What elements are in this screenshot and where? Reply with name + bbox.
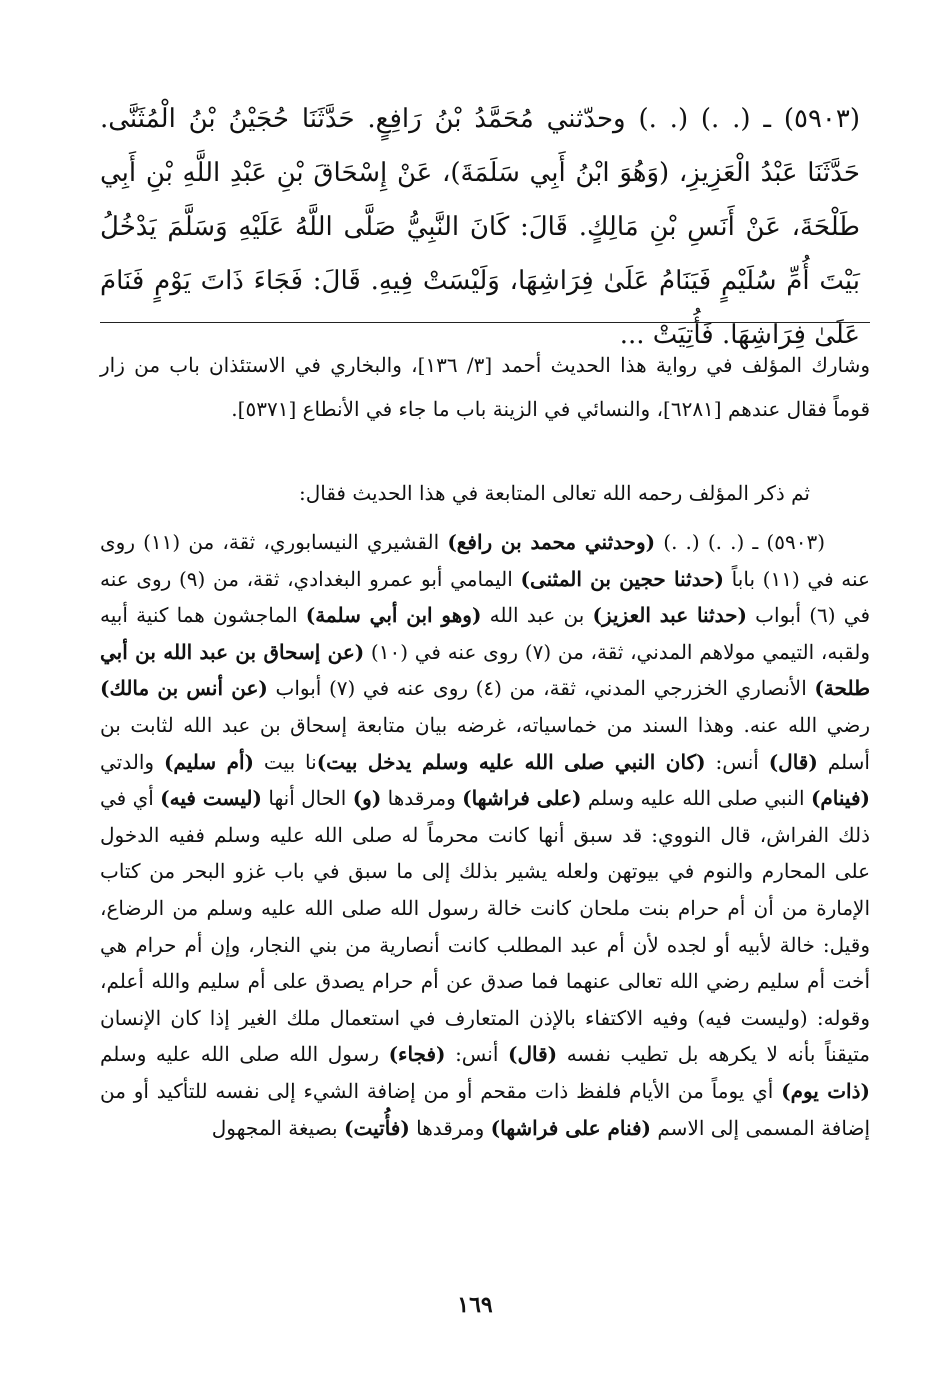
quoted-text: (على فراشها) — [462, 786, 582, 811]
commentary-text: بصيغة المجهول — [211, 1115, 344, 1140]
quoted-text: (قال) — [508, 1042, 558, 1067]
intro-line — [100, 474, 870, 512]
quoted-text: (قال) — [768, 749, 818, 774]
commentary-text: نا بيت — [254, 749, 317, 774]
quoted-text: (ليست فيه) — [160, 786, 262, 811]
commentary-text: القشيري النيسابوري، ثقة، من (١١) روى عنه في (١١) باباً — [100, 530, 870, 591]
quoted-text: (حدثنا عبد العزيز) — [592, 603, 747, 628]
commentary-text: بن عبد الله — [481, 603, 593, 628]
commentary-text: اليمامي أبو عمرو البغدادي، ثقة، من (٩) روى عنه في (٦) أبواب — [100, 566, 871, 628]
hadith-text: (٥٩٠٣) ـ (. .) (. .) وحدّثني مُحَمَّدُ بْنُ رَافِعٍ. حَدَّثَنَا حُجَيْنُ بْنُ الْمُثَنَّى. حَدَّثَنَا عَبْدُ الْعَزِيزِ، (وَهُوَ ابْنُ أَبِي سَلَمَةَ)، عَنْ إِسْحَاقَ بْنِ عَبْدِ اللَّهِ بْنِ أَبِي طَلْحَةَ، عَنْ أَنَسِ بْنِ مَالِكٍ. قَالَ: كَانَ النَّبِيُّ صَلَّى اللَّهُ عَلَيْهِ وَسَلَّمَ يَدْخُلُ بَيْتَ أُمِّ سُلَيْمٍ فَيَنَامُ عَلَىٰ فِرَاشِهَا، وَلَيْسَتْ فِيهِ. قَالَ: فَجَاءَ ذَاتَ يَوْمٍ فَنَامَ عَلَىٰ فِرَاشِهَا. فَأُتِيَتْ ... — [100, 104, 860, 350]
commentary-text: ومرقدها — [381, 786, 463, 811]
quoted-text: (فينام) — [810, 786, 870, 811]
quoted-text: (وهو ابن أبي سلمة) — [305, 603, 482, 628]
commentary-text: أي في ذلك الفراش، قال النووي: قد سبق أنها كانت محرماً له صلى الله عليه وسلم ففيه الدخول على المحارم والنوم في بيوتهن ولعله يشير بذلك إلى ما سبق في باب غزو البحر من كتاب الإمارة من أن أم حرام بنت ملحان كانت خالة رسول الله صلى الله عليه وسلم من الرضاع، وقيل: خالة لأبيه أو لجده لأن أم عبد المطلب كانت أنصارية من بني النجار، وإن أم حرام هي أخت أم سليم رضي الله تعالى عنهما فما صدق عن أم حرام يصدق على أم سليم والله أعلم، وقوله: (وليست فيه) وفيه الاكتفاء بالإذن المتعارف في استعمال ملك الغير إذا كان الإنسان متيقناً بأنه لا يكرهه بل تطيب نفسه — [100, 786, 870, 1067]
quoted-text: (ذات يوم) — [781, 1078, 870, 1103]
quoted-text: (عن أنس بن مالك) — [100, 676, 268, 701]
commentary — [100, 524, 870, 1146]
quoted-text: (حدثنا حجين بن المثنى) — [520, 566, 725, 591]
commentary-text: رسول الله صلى الله عليه وسلم — [100, 1042, 389, 1067]
quoted-text: (عن إسحاق بن عبد الله بن أبي طلحة) — [100, 639, 871, 701]
commentary-text: والدتي — [100, 749, 164, 774]
takhrij-note — [100, 343, 870, 431]
quoted-text: (وحدثني محمد بن رافع) — [447, 530, 656, 554]
commentary-paragraph — [100, 524, 870, 1146]
quoted-text: (كان النبي صلى الله عليه وسلم يدخل بيت) — [316, 749, 706, 774]
intro-text: ثم ذكر المؤلف رحمه الله تعالى المتابعة في هذا الحديث فقال: — [298, 481, 810, 505]
commentary-text: الحال أنها — [262, 786, 353, 811]
commentary-text: أي يوماً من الأيام فلفظ ذات مقحم أو من إضافة الشيء إلى نفسه للتأكيد أو من إضافة المسمى إلى الاسم — [100, 1078, 870, 1140]
quoted-text: (فنام على فراشها) — [490, 1115, 652, 1140]
quoted-text: (و) — [352, 786, 382, 811]
commentary-text: الماجشون هما كنية أبيه ولقبه، التيمي مولاهم المدني، ثقة، من (٧) روى عنه في (١٠) — [100, 603, 870, 664]
commentary-text: أنس: — [705, 749, 769, 774]
hadith-number: (٥٩٠٣) ـ (. .) (. .) — [655, 530, 826, 554]
commentary-text: النبي صلى الله عليه وسلم — [581, 786, 811, 811]
page-number: ١٦٩ — [457, 1292, 493, 1318]
quoted-text: (فجاء) — [388, 1042, 446, 1067]
footnote-separator — [100, 322, 870, 323]
commentary-text: أنس: — [445, 1042, 508, 1067]
quoted-text: (فأُتيت) — [343, 1115, 410, 1140]
commentary-text: رضي الله عنه. وهذا السند من خماسياته، غرضه بيان متابعة إسحاق بن عبد الله لثابت بن أسلم — [100, 712, 870, 774]
commentary-text: ومرقدها — [409, 1115, 491, 1140]
commentary-text: الأنصاري الخزرجي المدني، ثقة، من (٤) روى عنه في (٧) أبواب — [267, 676, 815, 701]
quoted-text: (أم سليم) — [163, 749, 255, 774]
takhrij-text: وشارك المؤلف في رواية هذا الحديث أحمد [٣/ ١٣٦]، والبخاري في الاستئذان باب من زار قوماً فقال عندهم [٦٢٨١]، والنسائي في الزينة باب ما جاء في الأنطاع [٥٣٧١]. — [100, 353, 870, 421]
